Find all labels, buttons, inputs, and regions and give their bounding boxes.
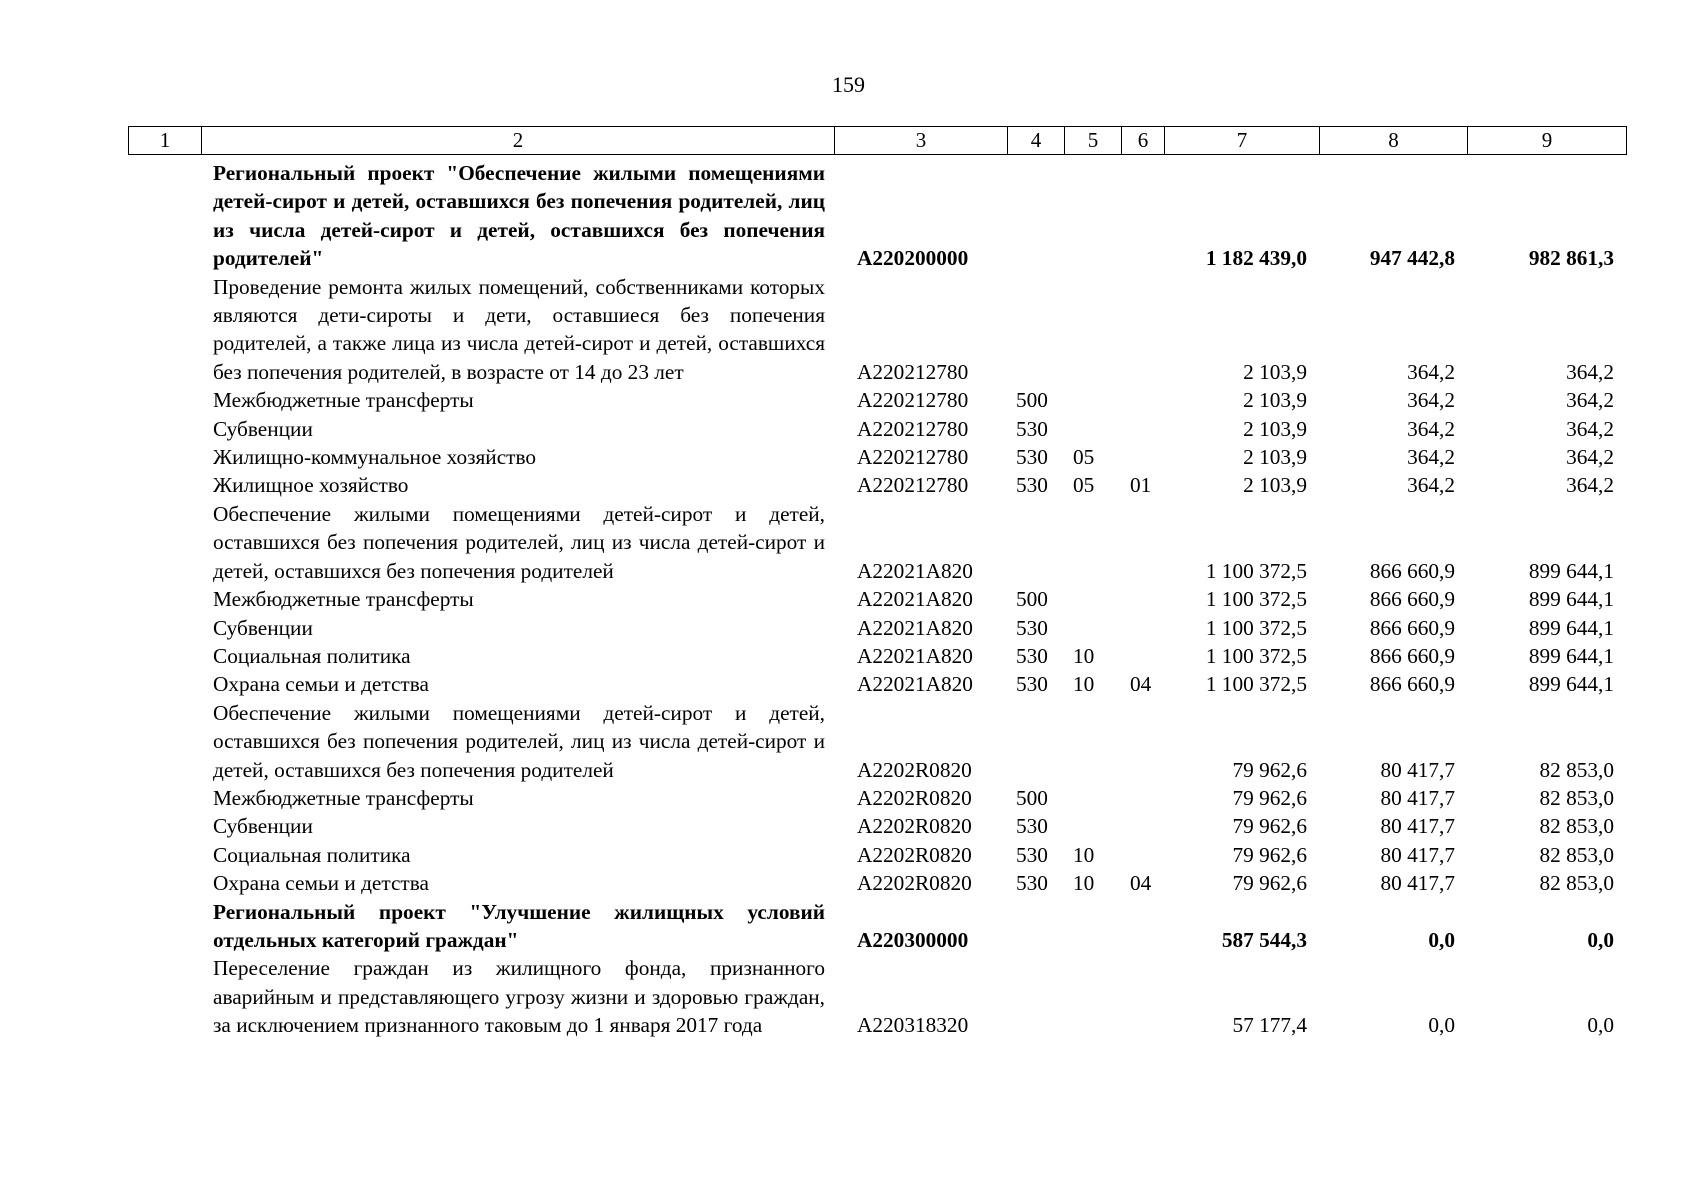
budget-table [128,159,1626,1040]
row-amount-1: 1 100 372,5 [1205,615,1307,640]
row-name: Межбюджетные трансферты [213,388,474,413]
row-name: Обеспечение жилыми помещениями детей-сирот и детей, оставшихся без попечения родителей, лиц из числа детей-сирот и детей, оставшихся без попечения родителей [213,501,825,583]
row-expense-type: 500 [1016,587,1048,612]
row-section: 05 [1073,473,1095,498]
table-row [128,614,1626,642]
table-row [128,585,1626,613]
row-expense-type: 530 [1016,814,1048,839]
table-row [128,841,1626,869]
row-expense-type: 530 [1016,445,1048,470]
row-section [1064,614,1121,642]
row-name: Субвенции [213,814,313,839]
row-expense-type: 530 [1016,672,1048,697]
row-name: Межбюджетные трансферты [213,587,474,612]
row-amount-2: 364,2 [1407,416,1455,441]
row-section [1064,500,1121,585]
row-subsection: 01 [1130,473,1152,498]
table-row [128,670,1626,698]
row-amount-3: 364,2 [1566,473,1614,498]
row-code: А22021А820 [857,615,973,640]
row-amount-2: 80 417,7 [1380,814,1455,839]
row-code: А2202R0820 [857,842,972,867]
row-name: Охрана семьи и детства [213,871,429,896]
row-code: А2202R0820 [857,785,972,810]
row-section: 10 [1073,643,1095,668]
row-amount-1: 2 103,9 [1243,445,1307,470]
row-amount-3: 364,2 [1566,388,1614,413]
column-number: 6 [1122,127,1165,155]
row-amount-2: 866 660,9 [1369,558,1455,583]
row-subsection [1121,159,1164,273]
row-amount-3: 0,0 [1587,927,1614,952]
row-amount-2: 364,2 [1407,445,1455,470]
table-row [128,954,1626,1039]
row-amount-1: 2 103,9 [1243,416,1307,441]
row-subsection: 04 [1130,871,1152,896]
row-amount-3: 899 644,1 [1528,615,1614,640]
row-section [1064,386,1121,414]
row-subsection [1121,898,1164,955]
row-subsection [1121,273,1164,387]
row-amount-3: 364,2 [1566,416,1614,441]
row-expense-type: 530 [1016,615,1048,640]
row-amount-3: 982 861,3 [1528,246,1614,271]
row-amount-1: 1 100 372,5 [1205,558,1307,583]
row-name: Обеспечение жилыми помещениями детей-сирот и детей, оставшихся без попечения родителей, лиц из числа детей-сирот и детей, оставшихся без попечения родителей [213,700,825,782]
row-amount-2: 80 417,7 [1380,871,1455,896]
row-code: А22021А820 [857,558,973,583]
table-row [128,273,1626,387]
page-number: 159 [832,72,865,97]
row-expense-type [1007,273,1064,387]
table-row [128,471,1626,499]
column-number: 5 [1065,127,1122,155]
row-amount-2: 364,2 [1407,473,1455,498]
row-amount-1: 1 100 372,5 [1205,672,1307,697]
row-expense-type [1007,954,1064,1039]
table-row [128,386,1626,414]
row-section [1064,784,1121,812]
row-code: А2202R0820 [857,871,972,896]
row-section [1064,273,1121,387]
row-code: А22021А820 [857,672,973,697]
table-row [128,415,1626,443]
row-code: А220212780 [857,416,969,441]
row-amount-2: 866 660,9 [1369,615,1455,640]
row-amount-1: 1 100 372,5 [1205,643,1307,668]
row-section [1064,699,1121,784]
column-number: 3 [835,127,1008,155]
row-name: Субвенции [213,416,313,441]
row-name: Жилищное хозяйство [213,473,409,498]
column-number: 4 [1008,127,1065,155]
table-row [128,159,1626,273]
row-amount-1: 79 962,6 [1232,757,1307,782]
row-amount-2: 364,2 [1407,359,1455,384]
row-amount-1: 1 182 439,0 [1205,246,1307,271]
row-subsection [1121,585,1164,613]
column-number: 2 [202,127,835,155]
table-row [128,812,1626,840]
row-amount-1: 57 177,4 [1232,1013,1307,1038]
column-number: 7 [1165,127,1320,155]
row-subsection [1121,784,1164,812]
row-section [1064,159,1121,273]
row-subsection: 04 [1130,672,1152,697]
row-amount-2: 80 417,7 [1380,842,1455,867]
row-amount-3: 82 853,0 [1539,842,1614,867]
row-amount-3: 899 644,1 [1528,643,1614,668]
column-number: 8 [1320,127,1468,155]
row-name: Региональный проект "Улучшение жилищных условий отдельных категорий граждан" [213,899,825,952]
row-name: Социальная политика [213,643,411,668]
row-expense-type: 530 [1016,416,1048,441]
row-amount-1: 2 103,9 [1243,473,1307,498]
row-name: Охрана семьи и детства [213,672,429,697]
row-subsection [1121,614,1164,642]
row-amount-2: 80 417,7 [1380,785,1455,810]
row-code: А2202R0820 [857,814,972,839]
row-amount-2: 0,0 [1428,927,1455,952]
row-amount-1: 2 103,9 [1243,359,1307,384]
row-subsection [1121,415,1164,443]
row-section [1064,954,1121,1039]
row-subsection [1121,642,1164,670]
column-header-table [128,126,1627,155]
row-expense-type: 530 [1016,842,1048,867]
row-expense-type [1007,898,1064,955]
table-row [128,869,1626,897]
row-name: Межбюджетные трансферты [213,785,474,810]
column-number: 1 [129,127,202,155]
table-row [128,642,1626,670]
row-amount-3: 0,0 [1587,1013,1614,1038]
table-row [128,699,1626,784]
row-subsection [1121,386,1164,414]
row-code: А220200000 [857,246,969,271]
row-amount-3: 899 644,1 [1528,558,1614,583]
row-amount-1: 79 962,6 [1232,842,1307,867]
row-code: А22021А820 [857,587,973,612]
row-expense-type: 530 [1016,473,1048,498]
row-name: Жилищно-коммунальное хозяйство [213,445,537,470]
row-code: А220318320 [857,1013,969,1038]
table-row [128,443,1626,471]
row-amount-3: 899 644,1 [1528,587,1614,612]
row-subsection [1121,443,1164,471]
table-row [128,898,1626,955]
row-amount-2: 0,0 [1428,1013,1455,1038]
row-amount-2: 866 660,9 [1369,672,1455,697]
row-expense-type: 530 [1016,871,1048,896]
row-section: 10 [1073,672,1095,697]
row-subsection [1121,954,1164,1039]
row-amount-1: 79 962,6 [1232,871,1307,896]
table-row [128,784,1626,812]
row-amount-1: 587 544,3 [1221,927,1307,952]
row-name: Субвенции [213,615,313,640]
row-amount-1: 2 103,9 [1243,388,1307,413]
row-expense-type: 500 [1016,388,1048,413]
row-section [1064,898,1121,955]
row-expense-type [1007,699,1064,784]
column-number: 9 [1468,127,1627,155]
row-code: А2202R0820 [857,757,972,782]
row-name: Переселение граждан из жилищного фонда, признанного аварийным и представляющего угрозу жизни и здоровью граждан, за исключением признанного таковым до 1 января 2017 года [213,956,825,1038]
row-amount-3: 82 853,0 [1539,757,1614,782]
column-number-row [129,127,1627,155]
row-name: Региональный проект "Обеспечение жилыми помещениями детей-сирот и детей, оставшихся без попечения родителей, лиц из числа детей-сирот и детей, оставшихся без попечения родителей" [213,161,825,271]
row-code: А220212780 [857,473,969,498]
row-subsection [1121,500,1164,585]
row-amount-3: 82 853,0 [1539,871,1614,896]
row-subsection [1121,841,1164,869]
row-amount-2: 364,2 [1407,388,1455,413]
row-amount-2: 866 660,9 [1369,643,1455,668]
row-amount-1: 79 962,6 [1232,785,1307,810]
row-amount-1: 1 100 372,5 [1205,587,1307,612]
row-amount-3: 364,2 [1566,445,1614,470]
table-row [128,500,1626,585]
row-code: А220212780 [857,445,969,470]
row-section [1064,585,1121,613]
row-name: Проведение ремонта жилых помещений, собственниками которых являются дети-сироты и дети, оставшиеся без попечения родителей, а также лица из числа детей-сирот и детей, оставшихся без попечения родителей, в возрасте от 14 до 23 лет [213,274,825,384]
row-amount-2: 947 442,8 [1369,246,1455,271]
row-amount-3: 82 853,0 [1539,814,1614,839]
row-amount-3: 82 853,0 [1539,785,1614,810]
row-section [1064,812,1121,840]
row-amount-3: 899 644,1 [1528,672,1614,697]
row-section: 10 [1073,871,1095,896]
row-expense-type: 530 [1016,643,1048,668]
row-expense-type [1007,500,1064,585]
row-section: 10 [1073,842,1095,867]
row-expense-type [1007,159,1064,273]
row-amount-2: 80 417,7 [1380,757,1455,782]
row-subsection [1121,699,1164,784]
row-subsection [1121,812,1164,840]
row-code: А22021А820 [857,643,973,668]
row-code: А220212780 [857,359,969,384]
row-code: А220212780 [857,388,969,413]
row-amount-3: 364,2 [1566,359,1614,384]
row-name: Социальная политика [213,842,411,867]
row-section: 05 [1073,445,1095,470]
row-code: А220300000 [857,927,969,952]
row-amount-2: 866 660,9 [1369,587,1455,612]
row-expense-type: 500 [1016,785,1048,810]
row-amount-1: 79 962,6 [1232,814,1307,839]
row-section [1064,415,1121,443]
